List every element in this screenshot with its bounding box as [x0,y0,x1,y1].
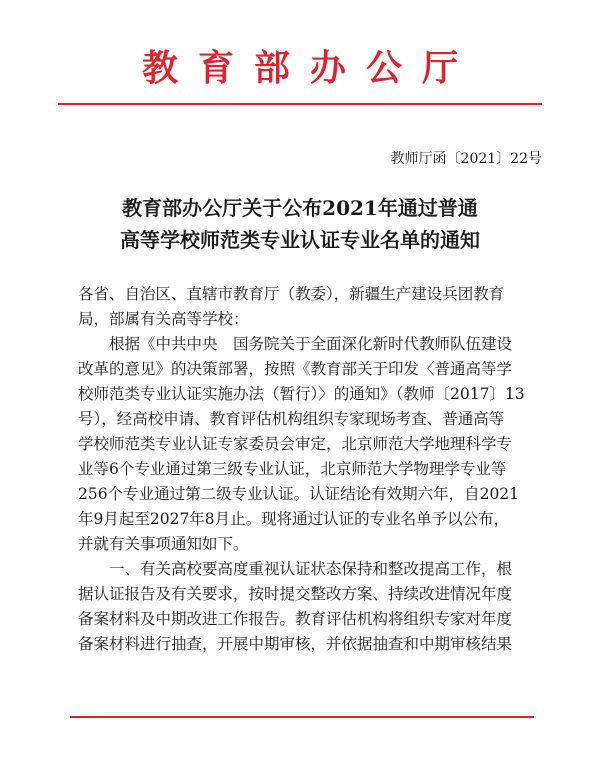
title-line: 教育部办公厅关于公布2021年通过普通 [122,196,478,220]
body-line: 局，部属有关高等学校： [78,310,249,328]
body-line: 校师范类专业认证实施办法（暂行）〉的通知》（教师〔2017〕13 [78,385,525,403]
document-body [78,282,544,657]
body-line: 备案材料进行抽查，开展中期审核，并依据抽查和中期审核结果 [78,635,513,653]
header-red-rule [58,103,542,105]
body-line: 根据《中共中央 国务院关于全面深化新时代教师队伍建设 [109,335,513,353]
body-line: 据认证报告及有关要求，按时提交整改方案、持续改进情况年度 [78,585,513,603]
body-line: 业等6个专业通过第三级专业认证，北京师范大学物理学专业等 [78,460,507,478]
document-number: 教师厅函〔2021〕22号 [390,151,542,167]
issuer-header: 教育部办公厅 [141,48,478,89]
body-line: 改革的意见》的决策部署，按照《教育部关于印发〈普通高等学 [78,360,513,378]
body-line: 并就有关事项通知如下。 [78,535,249,553]
body-line: 年9月起至2027年8月止。现将通过认证的专业名单予以公布， [78,510,510,528]
document-title [58,192,542,256]
title-line: 高等学校师范类专业认证专业名单的通知 [120,228,480,252]
footer-red-rule [70,716,534,718]
body-line: 备案材料及中期改进工作报告。教育评估机构将组织专家对年度 [78,610,513,628]
body-line: 各省、自治区、直辖市教育厅（教委），新疆生产建设兵团教育 [78,285,505,303]
body-line: 学校师范类专业认证专家委员会审定，北京师范大学地理科学专 [78,435,513,453]
body-line: 256个专业通过第二级专业认证。认证结论有效期六年，自2021 [78,485,520,503]
body-line: 号），经高校申请、教育评估机构组织专家现场考查、普通高等 [78,410,505,428]
body-line: 一、有关高校要高度重视认证状态保持和整改提高工作，根 [109,560,513,578]
